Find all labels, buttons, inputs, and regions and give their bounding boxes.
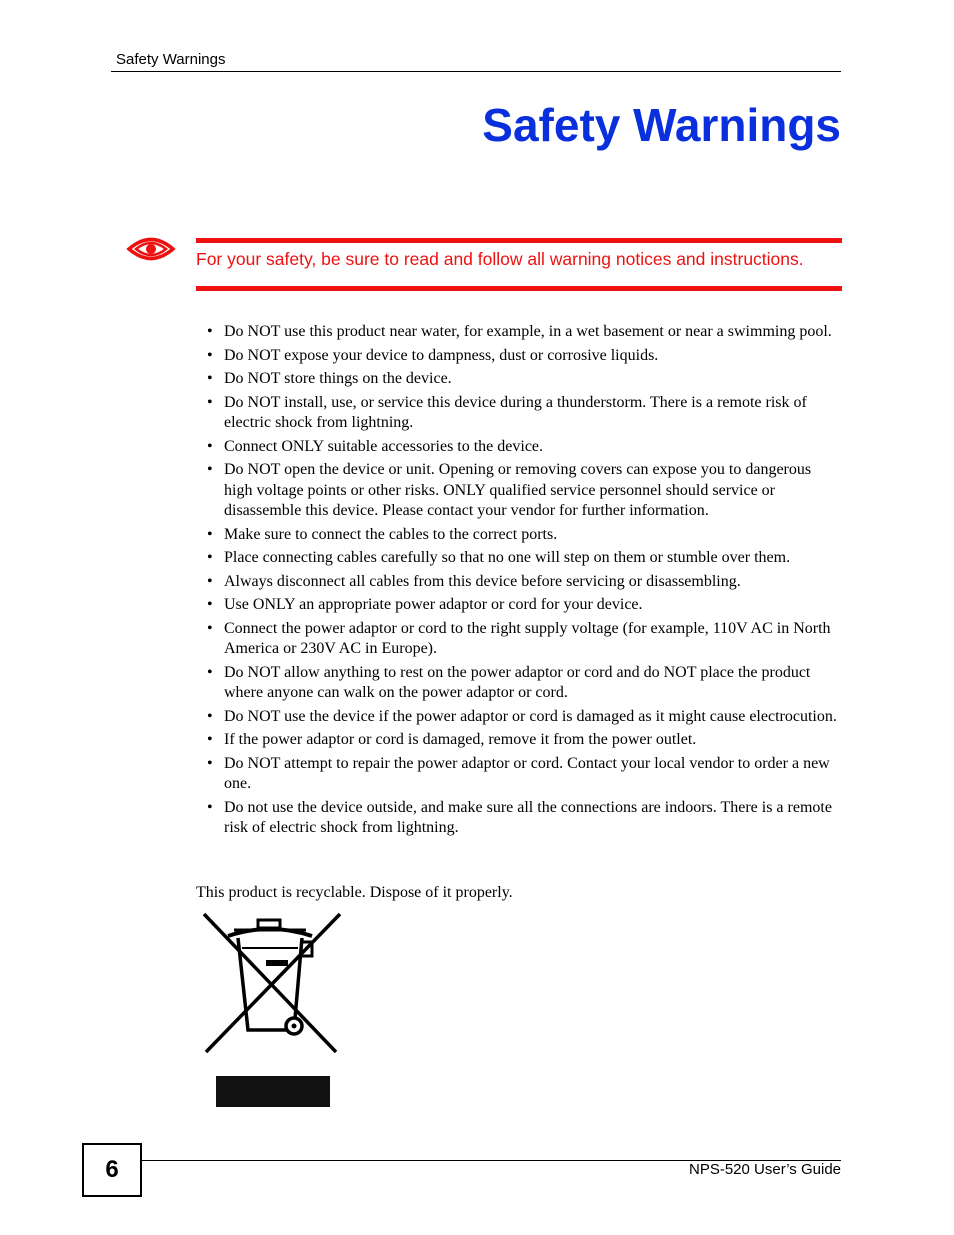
running-header: Safety Warnings bbox=[116, 51, 226, 68]
list-item-text: Use ONLY an appropriate power adaptor or cord for your device. bbox=[224, 596, 643, 613]
list-item: • Connect ONLY suitable accessories to the device. bbox=[207, 437, 544, 455]
list-item: • Use ONLY an appropriate power adaptor or cord for your device. bbox=[207, 596, 643, 613]
page-number: 6 bbox=[105, 1156, 119, 1183]
list-item-text: Do NOT install, use, or service this device during a thunderstorm. There is a remote risk of electric shock from lightning. bbox=[224, 393, 807, 431]
list-item-text: Make sure to connect the cables to the correct ports. bbox=[224, 525, 558, 543]
list-item-text: Do NOT use the device if the power adaptor or cord is damaged as it might cause electrocution. bbox=[224, 707, 837, 725]
list-item-text: Do NOT use this product near water, for example, in a wet basement or near a swimming pool. bbox=[224, 323, 832, 340]
eye-warning-icon bbox=[126, 234, 176, 264]
list-item: • Do NOT open the device or unit. Opening or removing covers can expose you to dangerous high voltage points or other risks. ONLY qualified service personnel should service or disassemble this device. Please contact your vendor for further information. bbox=[207, 461, 812, 519]
page-title: Safety Warnings bbox=[482, 99, 841, 151]
list-item: • Do NOT use the device if the power adaptor or cord is damaged as it might cause electrocution. bbox=[207, 707, 837, 725]
warning-rule-bottom bbox=[196, 286, 842, 291]
warning-text: For your safety, be sure to read and follow all warning notices and instructions. bbox=[196, 249, 804, 269]
list-item: • Connect the power adaptor or cord to the right supply voltage (for example, 110V AC in North America or 230V AC in Europe). bbox=[207, 619, 831, 657]
list-item-text: Always disconnect all cables from this device before servicing or disassembling. bbox=[224, 572, 741, 590]
page-number-box bbox=[82, 1143, 142, 1197]
list-item: • Do NOT store things on the device. bbox=[207, 370, 452, 387]
list-item-text: Do NOT allow anything to rest on the power adaptor or cord and do NOT place the product where anyone can walk on the power adaptor or cord. bbox=[224, 663, 811, 701]
list-item-text: Do NOT open the device or unit. Opening or removing covers can expose you to dangerous high voltage points or other risks. ONLY qualified service personnel should service or disassemble this device. Please contact your vendor for further information. bbox=[224, 461, 812, 519]
list-item: • Do NOT expose your device to dampness, dust or corrosive liquids. bbox=[207, 346, 659, 364]
list-item: • Do not use the device outside, and make sure all the connections are indoors. There is a remote risk of electric shock from lightning. bbox=[207, 798, 832, 836]
list-item-text: Do NOT store things on the device. bbox=[224, 370, 452, 387]
list-item: • Do NOT use this product near water, for example, in a wet basement or near a swimming pool. bbox=[207, 323, 832, 340]
list-item-text: Connect the power adaptor or cord to the right supply voltage (for example, 110V AC in North America or 230V AC in Europe). bbox=[224, 619, 831, 657]
list-item: • Place connecting cables carefully so that no one will step on them or stumble over them. bbox=[207, 549, 791, 566]
list-item: • If the power adaptor or cord is damaged, remove it from the power outlet. bbox=[207, 731, 697, 748]
list-item-text: If the power adaptor or cord is damaged, remove it from the power outlet. bbox=[224, 731, 697, 748]
crossed-out-wheelie-bin-icon bbox=[198, 908, 344, 1110]
safety-list bbox=[203, 322, 843, 842]
list-item-text: Connect ONLY suitable accessories to the device. bbox=[224, 437, 544, 455]
list-item-text: Do not use the device outside, and make sure all the connections are indoors. There is a remote risk of electric shock from lightning. bbox=[224, 798, 832, 836]
list-item: • Make sure to connect the cables to the correct ports. bbox=[207, 525, 558, 543]
list-item: • Do NOT install, use, or service this device during a thunderstorm. There is a remote risk of electric shock from lightning. bbox=[207, 393, 807, 431]
list-item-text: Place connecting cables carefully so that no one will step on them or stumble over them. bbox=[224, 549, 791, 566]
list-item-text: Do NOT attempt to repair the power adaptor or cord. Contact your local vendor to order a new one. bbox=[224, 754, 830, 792]
list-item: • Always disconnect all cables from this device before servicing or disassembling. bbox=[207, 572, 741, 590]
guide-name: NPS-520 User’s Guide bbox=[688, 1161, 841, 1178]
warning-rule-top bbox=[196, 238, 842, 243]
header-rule bbox=[111, 71, 841, 72]
list-item: • Do NOT attempt to repair the power adaptor or cord. Contact your local vendor to order a new one. bbox=[207, 754, 830, 792]
list-item: • Do NOT allow anything to rest on the power adaptor or cord and do NOT place the product where anyone can walk on the power adaptor or cord. bbox=[207, 663, 811, 701]
recycle-text: This product is recyclable. Dispose of it properly. bbox=[196, 884, 513, 901]
list-item-text: Do NOT expose your device to dampness, dust or corrosive liquids. bbox=[224, 346, 659, 364]
